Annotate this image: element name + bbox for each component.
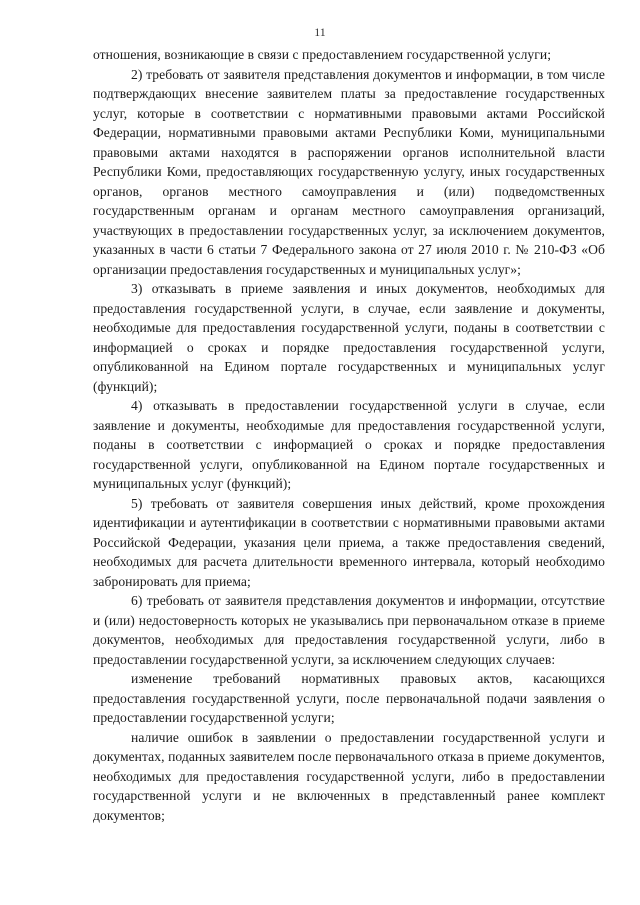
paragraph-item-5: 5) требовать от заявителя совершения иных действий, кроме прохождения идентификации и аутентификации в соответствии с нормативными правовыми актами Российской Федерации, указания цели приема, а также предоставления сведений, необходимых для расчета длительности временного интервала, который необходимо забронировать для приема; xyxy=(93,495,605,589)
paragraph-exception-1: изменение требований нормативных правовых актов, касающихся предоставления государственной услуги, после первоначальной подачи заявления о предоставлении государственной услуги; xyxy=(93,671,605,725)
paragraph-item-2: 2) требовать от заявителя представления документов и информации, в том числе подтверждающих внесение заявителем платы за предоставление государственных услуг, которые в соответствии с нормативными правовыми актами Российской Федерации, нормативными правовыми актами Республики Коми, муниципальными правовыми актами находятся в распоряжении органов исполнительной власти Республики Коми, предоставляющих государственную услугу, иных государственных органов, органов местного самоуправления и (или) подведомственных государственным органам и органам местного самоуправления организаций, участвующих в предоставлении государственных услуг, за исключением документов, указанных в части 6 статьи 7 Федерального закона от 27 июля 2010 г. № 210-ФЗ «Об организации предоставления государственных и муниципальных услуг»; xyxy=(93,66,605,277)
document-body xyxy=(93,45,605,825)
page-number: 11 xyxy=(314,25,326,39)
paragraph-item-3: 3) отказывать в приеме заявления и иных документов, необходимых для предоставления государственной услуги, в случае, если заявление и документы, необходимые для предоставления государственной услуги, поданы в соответствии с информацией о сроках и порядке предоставления государственной услуги, опубликованной на Едином портале государственных и муниципальных услуг (функций); xyxy=(93,281,605,394)
paragraph-exception-2: наличие ошибок в заявлении о предоставлении государственной услуги и документах, поданных заявителем после первоначального отказа в приеме документов, необходимых для предоставления государственной услуги, либо в предоставлении государственной услуги и не включенных в представленный ранее комплект документов; xyxy=(93,729,605,823)
paragraph-item-6: 6) требовать от заявителя представления документов и информации, отсутствие и (или) недостоверность которых не указывались при первоначальном отказе в приеме документов, необходимых для предоставления государственной услуги, либо в предоставлении государственной услуги, за исключением следующих случаев: xyxy=(93,593,605,667)
paragraph-continuation: отношения, возникающие в связи с предоставлением государственной услуги; xyxy=(93,47,552,62)
paragraph-item-4: 4) отказывать в предоставлении государственной услуги в случае, если заявление и документы, необходимые для предоставления государственной услуги, поданы в соответствии с информацией о сроках и порядке предоставления государственной услуги, опубликованной на Едином портале государственных и муниципальных услуг (функций); xyxy=(93,398,605,491)
